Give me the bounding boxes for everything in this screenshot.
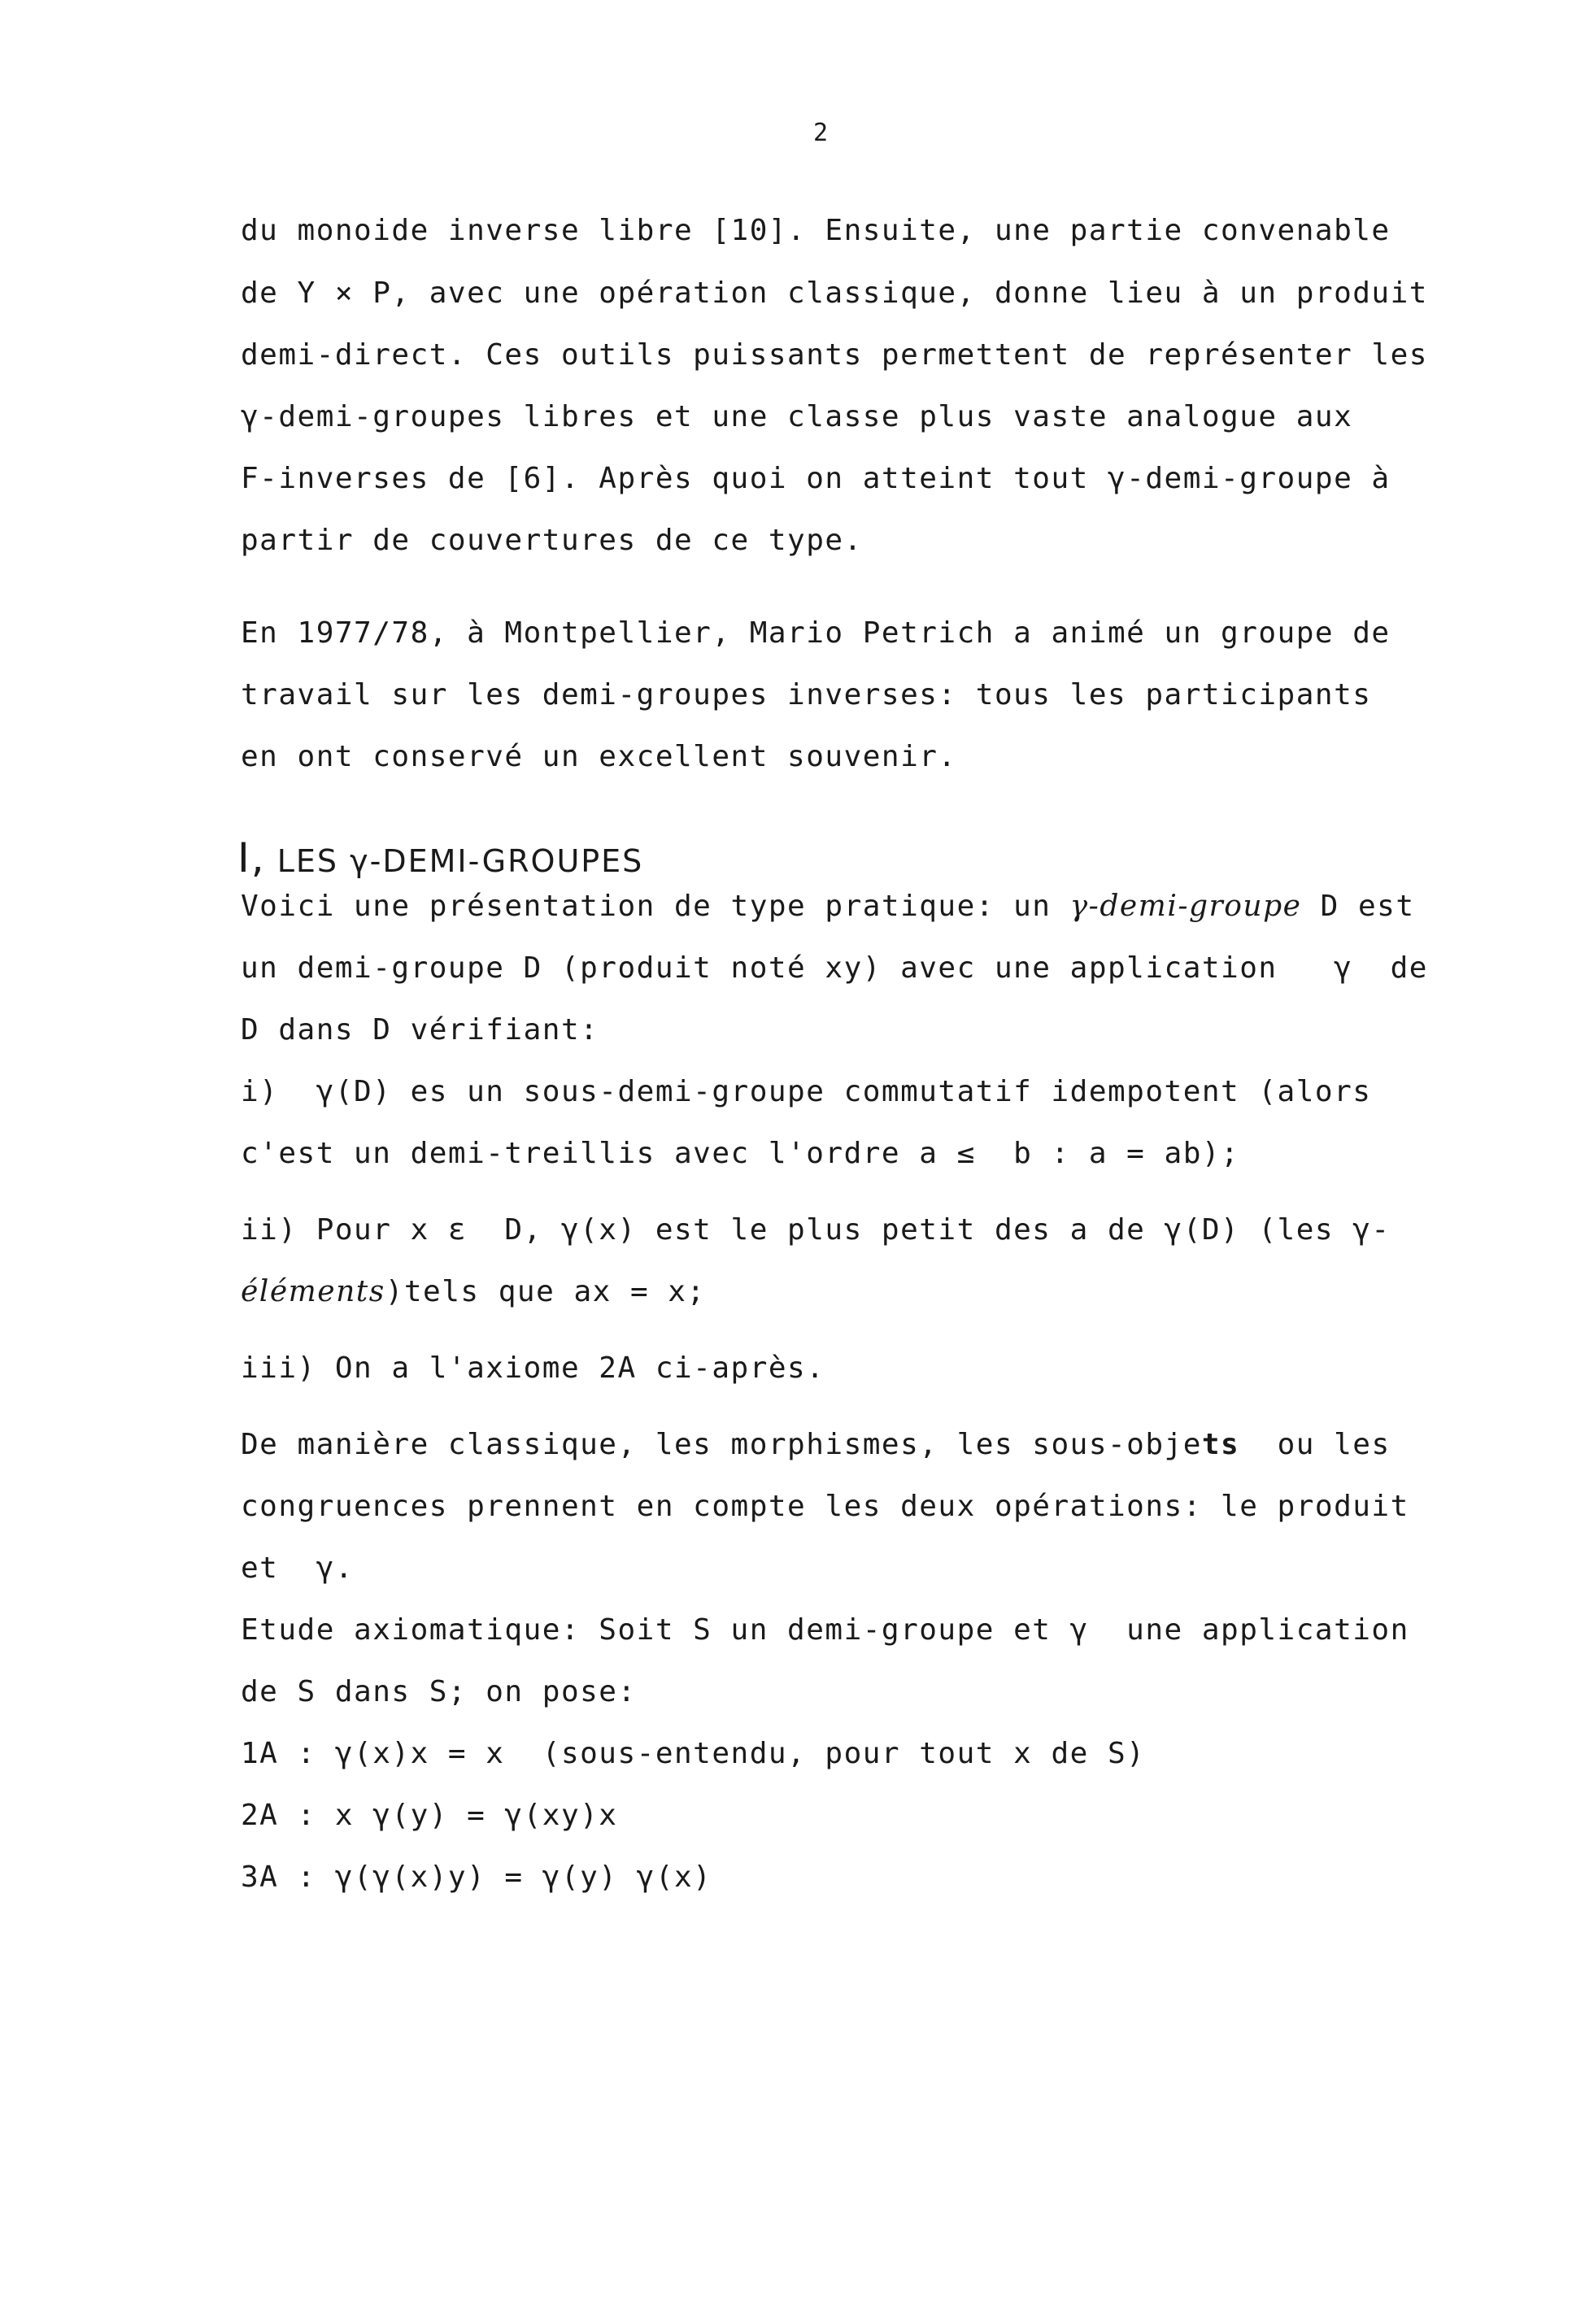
morphisms-line-1-end: ou les xyxy=(1239,1428,1391,1461)
condition-i-line-1: i) γ(D) es un sous-demi-groupe commutatif idempotent (alors xyxy=(241,1075,1372,1108)
section-number: I, xyxy=(237,834,266,881)
axiomatic-line-2: de S dans S; on pose: xyxy=(241,1675,637,1708)
acknowledgement-line-1: En 1977/78, à Montpellier, Mario Petrich a animé un groupe de xyxy=(241,616,1391,650)
acknowledgement-line-3: en ont conservé un excellent souvenir. xyxy=(241,740,957,773)
axiom-2a: 2A : x γ(y) = γ(xy)x xyxy=(241,1799,618,1832)
axiomatic-line-1: Etude axiomatique: Soit S un demi-groupe et γ une application xyxy=(241,1613,1409,1647)
axiom-3a: 3A : γ(γ(x)y) = γ(y) γ(x) xyxy=(241,1861,712,1894)
condition-iii: iii) On a l'axiome 2A ci-après. xyxy=(241,1351,825,1385)
intro-line-6: partir de couvertures de ce type. xyxy=(241,524,863,557)
morphisms-line-2: congruences prennent en compte les deux opérations: le produit xyxy=(241,1490,1409,1523)
intro-line-3: demi-direct. Ces outils puissants permettent de représenter les xyxy=(241,338,1428,372)
elements-term: éléments xyxy=(241,1275,385,1308)
definition-line-2: un demi-groupe D (produit noté xy) avec une application γ de xyxy=(241,951,1428,985)
definition-line-1-end: D est xyxy=(1301,890,1415,923)
axiom-1a: 1A : γ(x)x = x (sous-entendu, pour tout x de S) xyxy=(241,1737,1146,1770)
intro-line-2: de Y × P, avec une opération classique, donne lieu à un produit xyxy=(241,276,1428,310)
section-title: LES γ-DEMI-GROUPES xyxy=(277,843,644,879)
definition-line-1 xyxy=(241,889,1415,925)
morphisms-line-1-start: De manière classique, les morphismes, les sous-obje xyxy=(241,1428,1202,1461)
intro-line-4: γ-demi-groupes libres et une classe plus vaste analogue aux xyxy=(241,400,1353,433)
section-heading xyxy=(237,834,643,881)
condition-ii-line-2 xyxy=(241,1274,706,1310)
intro-line-1: du monoide inverse libre [10]. Ensuite, une partie convenable xyxy=(241,214,1391,247)
morphisms-line-1-bold: ts xyxy=(1201,1428,1240,1461)
condition-ii-line-2-rest: )tels que ax = x; xyxy=(385,1275,706,1308)
morphisms-line-3: et γ. xyxy=(241,1552,355,1585)
defined-term: γ-demi-groupe xyxy=(1069,890,1302,923)
condition-i-line-2: c'est un demi-treillis avec l'ordre a ≤ b : a = ab); xyxy=(241,1137,1240,1170)
intro-line-5: F-inverses de [6]. Après quoi on atteint tout γ-demi-groupe à xyxy=(241,462,1391,495)
acknowledgement-line-2: travail sur les demi-groupes inverses: tous les participants xyxy=(241,678,1372,712)
page-number: 2 xyxy=(813,119,830,147)
definition-line-3: D dans D vérifiant: xyxy=(241,1013,599,1047)
condition-ii-line-1: ii) Pour x ε D, γ(x) est le plus petit des a de γ(D) (les γ- xyxy=(241,1213,1391,1247)
morphisms-line-1 xyxy=(241,1427,1391,1463)
definition-line-1-start: Voici une présentation de type pratique: un xyxy=(241,890,1070,923)
